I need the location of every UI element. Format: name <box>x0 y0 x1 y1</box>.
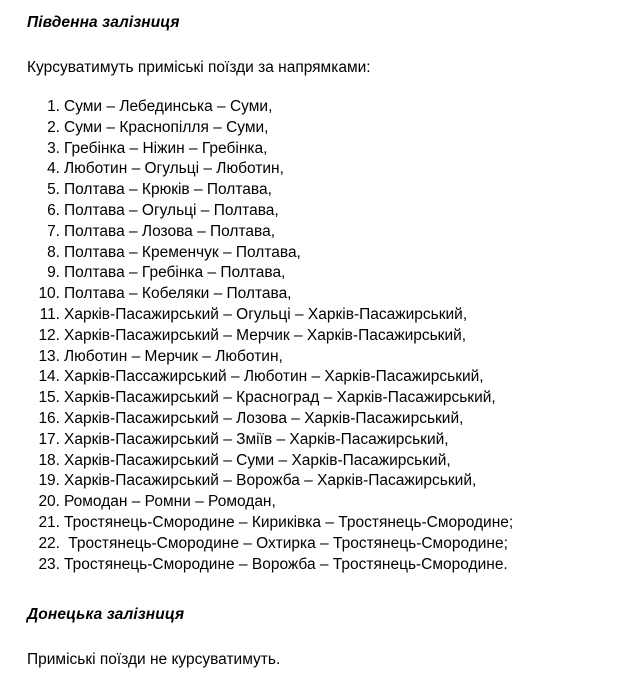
route-description: Тростянець-Смородине – Кириківка – Тростянець-Смородине; <box>64 513 514 531</box>
route-number: 7. <box>47 222 60 240</box>
route-description: Харків-Пасажирський – Зміїв – Харків-Пасажирський, <box>64 430 449 448</box>
route-list-item <box>0 222 640 243</box>
route-list-item <box>0 534 640 555</box>
route-number: 14. <box>38 368 60 386</box>
route-description: Харків-Пасажирський – Мерчик – Харків-Пасажирський, <box>64 326 467 344</box>
route-list-item <box>0 284 640 305</box>
route-number: 13. <box>38 347 60 365</box>
route-list-item <box>0 139 640 160</box>
route-number: 15. <box>38 389 60 407</box>
intro-paragraph: Курсуватимуть приміські поїзди за напрямками: <box>27 59 371 76</box>
route-list-item <box>0 367 640 388</box>
route-description: Полтава – Лозова – Полтава, <box>64 222 276 240</box>
route-description: Харків-Пасажирський – Лозова – Харків-Пасажирський, <box>64 409 464 427</box>
route-number: 21. <box>38 513 60 531</box>
route-number: 19. <box>38 472 60 490</box>
route-description: Харків-Пасажирський – Ворожба – Харків-Пасажирський, <box>64 472 477 490</box>
route-description: Полтава – Кобеляки – Полтава, <box>64 285 292 303</box>
route-list-item <box>0 201 640 222</box>
route-list-item <box>0 555 640 576</box>
route-list-item <box>0 263 640 284</box>
route-list-item <box>0 159 640 180</box>
route-list-item <box>0 326 640 347</box>
route-list-item <box>0 513 640 534</box>
route-number: 18. <box>38 451 60 469</box>
route-list-item <box>0 118 640 139</box>
route-list-item <box>0 180 640 201</box>
route-description: Харків-Пасажирський – Суми – Харків-Пасажирський, <box>64 451 451 469</box>
route-list-item <box>0 347 640 368</box>
route-number: 11. <box>39 305 60 323</box>
route-list-item <box>0 305 640 326</box>
route-number: 9. <box>47 264 60 282</box>
route-number: 8. <box>47 243 60 261</box>
section-heading-pivdenna-zaliznytsia: Південна залізниця <box>27 14 180 31</box>
route-description: Гребінка – Ніжин – Гребінка, <box>64 139 268 157</box>
route-list-item <box>0 97 640 118</box>
route-number: 22. <box>38 534 60 552</box>
route-list-item <box>0 471 640 492</box>
route-list <box>0 97 640 575</box>
route-number: 5. <box>47 181 60 199</box>
route-description: Полтава – Огульці – Полтава, <box>64 201 279 219</box>
route-description: Полтава – Кременчук – Полтава, <box>64 243 301 261</box>
route-description: Суми – Краснопілля – Суми, <box>64 118 269 136</box>
route-list-item <box>0 451 640 472</box>
route-number: 23. <box>38 555 60 573</box>
route-description: Люботин – Мерчик – Люботин, <box>64 347 283 365</box>
route-description: Харків-Пасажирський – Красноград – Харків-Пасажирський, <box>64 389 496 407</box>
route-description: Тростянець-Смородине – Ворожба – Тростянець-Смородине. <box>64 555 508 573</box>
route-number: 10. <box>38 285 60 303</box>
route-description: Люботин – Огульці – Люботин, <box>64 160 284 178</box>
route-list-item <box>0 430 640 451</box>
route-number: 17. <box>38 430 60 448</box>
route-description: Харків-Пассажирський – Люботин – Харків-Пасажирський, <box>64 368 484 386</box>
route-number: 12. <box>38 326 60 344</box>
route-number: 1. <box>47 98 60 115</box>
route-number: 20. <box>38 493 60 511</box>
route-number: 6. <box>47 201 60 219</box>
route-description: Полтава – Крюків – Полтава, <box>64 181 272 199</box>
route-description: Тростянець-Смородине – Охтирка – Тростянець-Смородине; <box>64 534 508 552</box>
route-description: Ромодан – Ромни – Ромодан, <box>64 493 276 511</box>
route-list-item <box>0 409 640 430</box>
donetsk-no-trains-note: Приміські поїзди не курсуватимуть. <box>27 651 281 668</box>
route-list-item <box>0 388 640 409</box>
route-list-item <box>0 492 640 513</box>
route-number: 3. <box>47 139 60 157</box>
route-list-item <box>0 243 640 264</box>
route-number: 2. <box>47 118 60 136</box>
route-description: Полтава – Гребінка – Полтава, <box>64 264 286 282</box>
route-number: 16. <box>38 409 60 427</box>
section-heading-donetska-zaliznytsia: Донецька залізниця <box>27 606 185 623</box>
route-description: Суми – Лебединська – Суми, <box>64 98 273 115</box>
route-number: 4. <box>47 160 60 178</box>
route-description: Харків-Пасажирський – Огульці – Харків-Пасажирський, <box>64 305 468 323</box>
